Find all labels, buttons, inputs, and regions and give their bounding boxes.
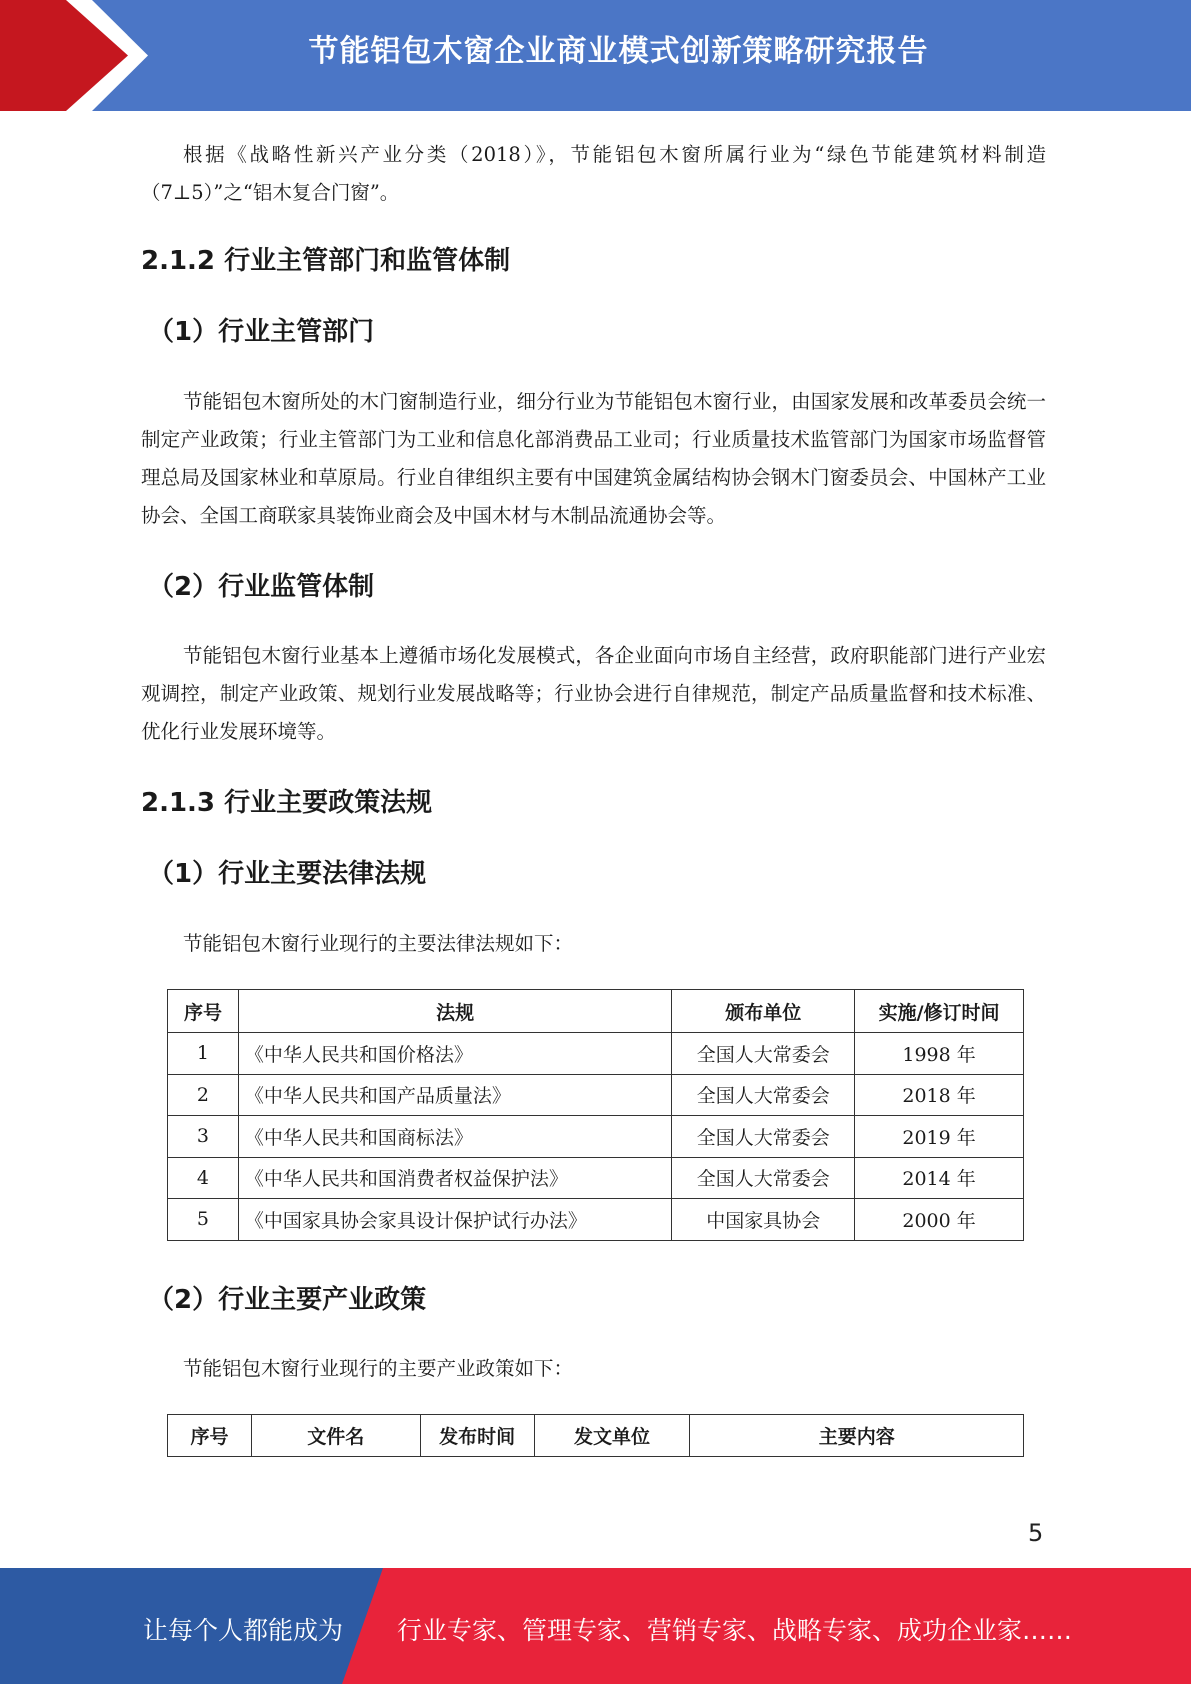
page-header (0, 0, 1191, 111)
section-heading-2-1-2: 2.1.2 行业主管部门和监管体制 (141, 246, 511, 276)
cell-law: 《中华人民共和国消费者权益保护法》 (238, 1157, 671, 1199)
table-row (168, 1116, 1024, 1158)
cell-date: 2019 年 (855, 1116, 1024, 1158)
cell-law: 《中华人民共和国产品质量法》 (238, 1074, 671, 1116)
paragraph-industry-authority: 节能铝包木窗所处的木门窗制造行业，细分行业为节能铝包木窗行业，由国家发展和改革委员会统一制定产业政策；行业主管部门为工业和信息化部消费品工业司；行业质量技术监管部门为国家市场监督管理总局及国家林业和草原局。行业自律组织主要有中国建筑金属结构协会钢木门窗委员会、中国林产工业协会、全国工商联家具装饰业商会及中国木材与木制品流通协会等。 (141, 390, 1046, 527)
table-row (168, 1157, 1024, 1199)
laws-table (167, 989, 1024, 1241)
footer-slogan-right: 行业专家、管理专家、营销专家、战略专家、成功企业家…… (397, 1616, 1073, 1645)
col-header-issuer: 发文单位 (534, 1415, 690, 1457)
paragraph-regulatory-system: 节能铝包木窗行业基本上遵循市场化发展模式，各企业面向市场自主经营，政府职能部门进行产业宏观调控，制定产业政策、规划行业发展战略等；行业协会进行自律规范，制定产品质量监督和技术标准、优化行业发展环境等。 (141, 644, 1046, 743)
cell-law: 《中国家具协会家具设计保护试行办法》 (238, 1199, 671, 1241)
cell-index: 5 (168, 1199, 239, 1241)
col-header-index: 序号 (168, 1415, 252, 1457)
cell-issuer: 全国人大常委会 (672, 1074, 855, 1116)
table-row (168, 1199, 1024, 1241)
cell-date: 2018 年 (855, 1074, 1024, 1116)
col-header-index: 序号 (168, 990, 239, 1033)
cell-index: 1 (168, 1033, 239, 1075)
cell-issuer: 中国家具协会 (672, 1199, 855, 1241)
col-header-date: 实施/修订时间 (855, 990, 1024, 1033)
footer-slogan-left: 让每个人都能成为 (143, 1616, 344, 1645)
cell-index: 3 (168, 1116, 239, 1158)
col-header-document: 文件名 (251, 1415, 420, 1457)
page-number: 5 (1028, 1519, 1044, 1547)
col-header-issuer: 颁布单位 (672, 990, 855, 1033)
page-footer (0, 1568, 1191, 1684)
col-header-publish-date: 发布时间 (420, 1415, 534, 1457)
table-header-row (168, 1415, 1024, 1457)
section-heading-2-1-3: 2.1.3 行业主要政策法规 (141, 788, 433, 818)
laws-intro: 节能铝包木窗行业现行的主要法律法规如下： (183, 932, 574, 955)
cell-index: 4 (168, 1157, 239, 1199)
policies-intro: 节能铝包木窗行业现行的主要产业政策如下： (183, 1357, 574, 1380)
table-header-row (168, 990, 1024, 1033)
intro-paragraph: 根据《战略性新兴产业分类（2018）》，节能铝包木窗所属行业为“绿色节能建筑材料制造（7⊥5）”之“铝木复合门窗”。 (141, 143, 1046, 204)
subheading-regulatory-system: （2）行业监管体制 (148, 572, 375, 602)
subheading-laws: （1）行业主要法律法规 (148, 859, 427, 889)
cell-date: 2000 年 (855, 1199, 1024, 1241)
report-title: 节能铝包木窗企业商业模式创新策略研究报告 (308, 34, 929, 69)
cell-date: 2014 年 (855, 1157, 1024, 1199)
cell-issuer: 全国人大常委会 (672, 1033, 855, 1075)
cell-law: 《中华人民共和国价格法》 (238, 1033, 671, 1075)
table-row (168, 1033, 1024, 1075)
cell-law: 《中华人民共和国商标法》 (238, 1116, 671, 1158)
col-header-law: 法规 (238, 990, 671, 1033)
cell-issuer: 全国人大常委会 (672, 1157, 855, 1199)
cell-issuer: 全国人大常委会 (672, 1116, 855, 1158)
subheading-policies: （2）行业主要产业政策 (148, 1285, 427, 1315)
cell-index: 2 (168, 1074, 239, 1116)
subheading-industry-authority: （1）行业主管部门 (148, 317, 375, 347)
col-header-content: 主要内容 (690, 1415, 1024, 1457)
policies-table (167, 1414, 1024, 1457)
cell-date: 1998 年 (855, 1033, 1024, 1075)
table-row (168, 1074, 1024, 1116)
